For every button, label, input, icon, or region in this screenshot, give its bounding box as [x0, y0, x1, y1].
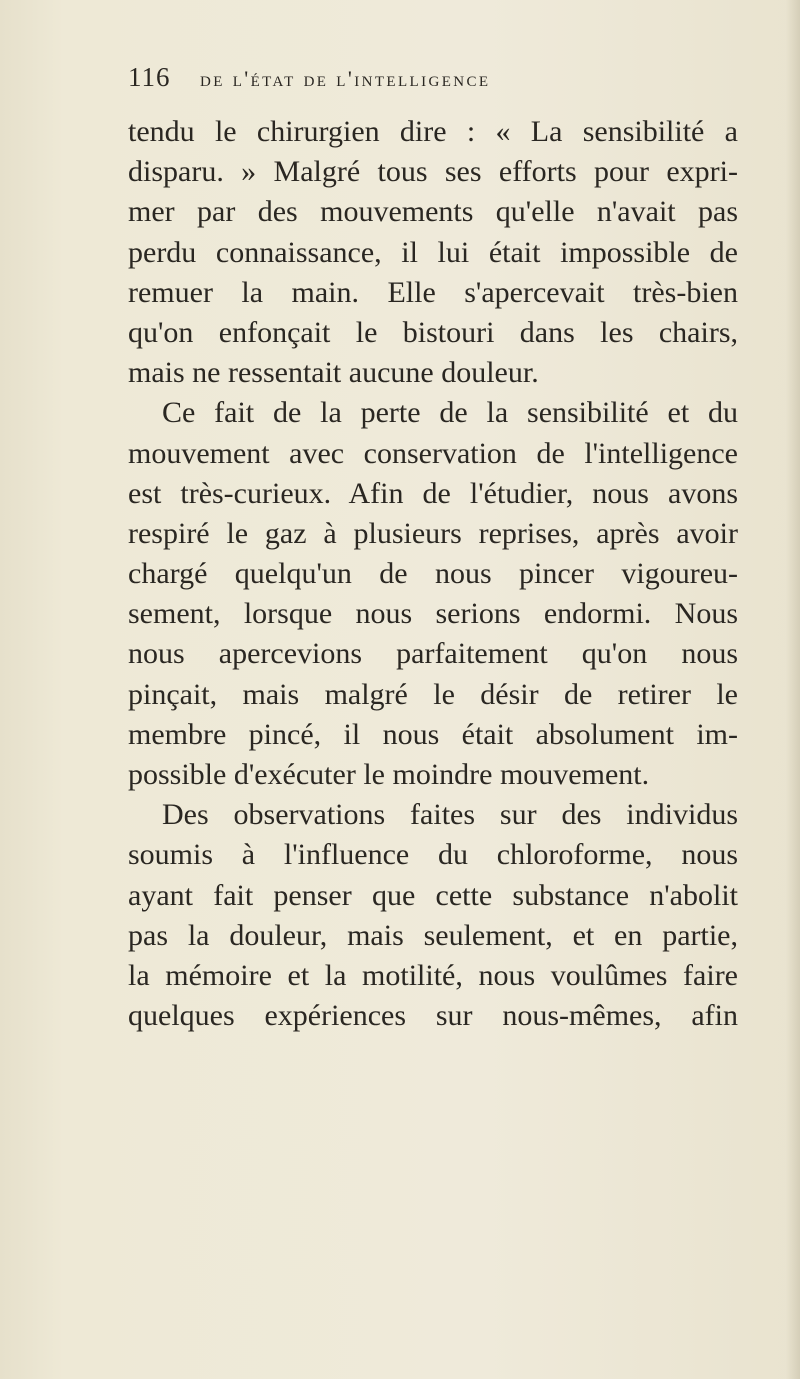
text-line: tendu le chirurgien dire : « La sensibilité a: [128, 115, 738, 148]
text-line: pas la douleur, mais seulement, et en partie,: [128, 918, 738, 952]
text-line: perdu connaissance, il lui était impossible de: [128, 235, 738, 269]
text-line: possible d'exécuter le moindre mouvement.: [128, 758, 650, 791]
text-line: disparu. » Malgré tous ses efforts pour expri-: [128, 155, 738, 189]
text-line: soumis à l'influence du chloroforme, nous: [128, 838, 738, 872]
text-line: Des observations faites sur des individus: [162, 798, 738, 832]
text-line: ayant fait penser que cette substance n'abolit: [128, 878, 738, 912]
text-line: mer par des mouvements qu'elle n'avait pas: [128, 195, 738, 229]
page-edge-shadow: [786, 0, 800, 1379]
text-line: la mémoire et la motilité, nous voulûmes faire: [128, 958, 738, 992]
text-line: pinçait, mais malgré le désir de retirer le: [128, 677, 738, 711]
text-line: mais ne ressentait aucune douleur.: [128, 356, 539, 390]
running-head: de l'état de l'intelligence: [200, 66, 491, 91]
text-line: remuer la main. Elle s'apercevait très-bien: [128, 275, 738, 309]
text-line: quelques expériences sur nous-mêmes, afin: [128, 999, 738, 1033]
text-line: sement, lorsque nous serions endormi. Nous: [128, 597, 738, 631]
text-line: Ce fait de la perte de la sensibilité et du: [162, 396, 738, 430]
text-line: mouvement avec conservation de l'intelligence: [128, 436, 738, 470]
text-line: respiré le gaz à plusieurs reprises, après avoir: [128, 516, 738, 550]
body-text: [128, 112, 738, 1036]
text-line: est très-curieux. Afin de l'étudier, nous avons: [128, 476, 738, 510]
text-line: nous apercevions parfaitement qu'on nous: [128, 637, 738, 671]
page-header: [128, 62, 738, 102]
text-line: chargé quelqu'un de nous pincer vigoureu-: [128, 557, 738, 591]
page-number: 116: [128, 62, 171, 92]
text-line: membre pincé, il nous était absolument im-: [128, 717, 738, 751]
text-line: qu'on enfonçait le bistouri dans les chairs,: [128, 315, 738, 349]
